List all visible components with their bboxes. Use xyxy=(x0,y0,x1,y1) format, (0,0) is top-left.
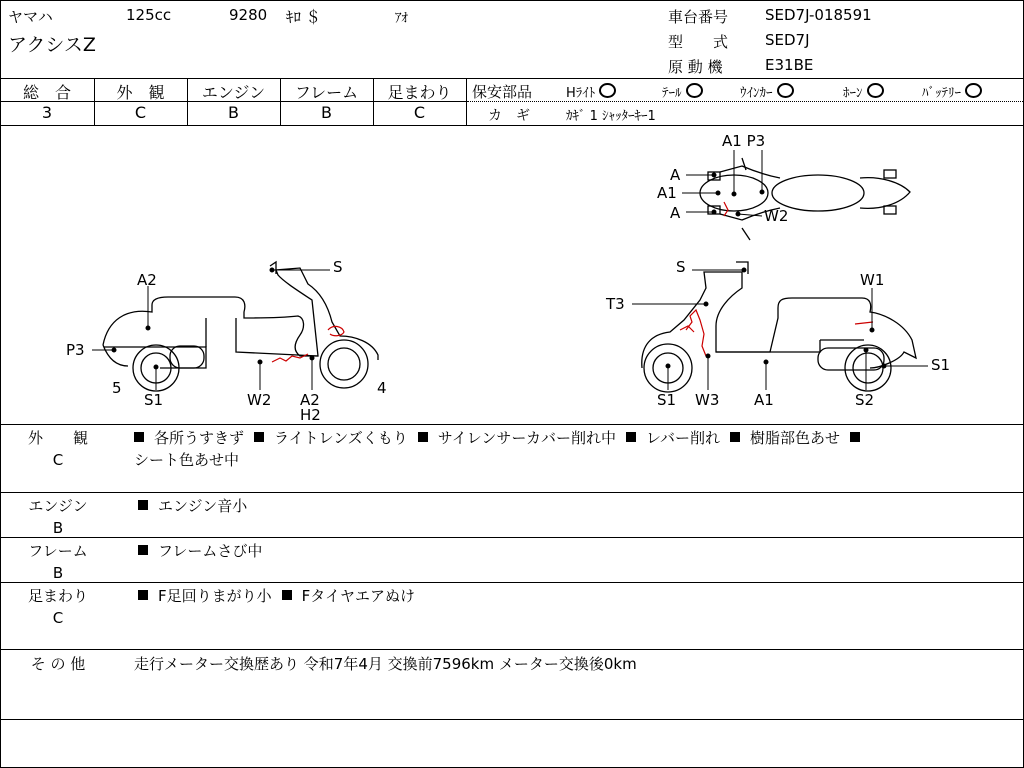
label-left-w2: W2 xyxy=(247,391,272,409)
bullet-square-icon xyxy=(282,590,292,600)
label-right-s2: S2 xyxy=(855,391,875,409)
safety-item-horn: ﾎｰﾝ xyxy=(843,82,884,101)
ok-circle-icon xyxy=(867,83,884,98)
label-left-p3: P3 xyxy=(66,341,85,359)
divider xyxy=(0,78,1023,79)
bullet-square-icon xyxy=(138,500,148,510)
type-label: 型 式 xyxy=(668,33,729,51)
label-right-s: S xyxy=(676,258,686,276)
safety-item-tail: ﾃｰﾙ xyxy=(662,82,703,101)
label-right-w1: W1 xyxy=(860,271,885,289)
mileage: 9280 xyxy=(229,6,268,24)
safety-item-winker: ｳｲﾝｶｰ xyxy=(740,82,794,101)
label-left-4: 4 xyxy=(377,379,387,397)
model-name: アクシスZ xyxy=(8,34,96,56)
ok-circle-icon xyxy=(777,83,794,98)
note-frame-text: フレームさび中 xyxy=(138,540,262,562)
grade-exterior: C xyxy=(134,103,147,122)
ok-circle-icon xyxy=(686,83,703,98)
divider xyxy=(0,537,1023,538)
type-value: SED7J xyxy=(765,31,810,49)
label-right-s1: S1 xyxy=(657,391,677,409)
bullet-square-icon xyxy=(138,545,148,555)
divider xyxy=(0,582,1023,583)
bullet-square-icon xyxy=(134,432,144,442)
divider xyxy=(0,492,1023,493)
note-frame-title: フレーム B xyxy=(28,542,88,582)
label-top-w2: W2 xyxy=(764,207,789,225)
displacement: 125cc xyxy=(126,6,172,24)
safety-item-battery: ﾊﾞｯﾃﾘｰ xyxy=(922,82,982,101)
divider xyxy=(0,424,1023,425)
label-right-s1-side: S1 xyxy=(931,356,951,374)
note-engine-text: エンジン音小 xyxy=(138,495,247,517)
grade-header-suspension: 足まわり xyxy=(387,83,452,102)
label-right-t3: T3 xyxy=(606,295,625,313)
safety-title: 保安部品 xyxy=(472,83,533,101)
note-other-title: そ の 他 xyxy=(30,655,86,673)
note-exterior-text: 各所うすきず ライトレンズくもり サイレンサーカバー削れ中 レバー削れ 樹脂部色あせ シート色あせ中 xyxy=(134,427,870,471)
scooter-diagram xyxy=(0,126,1024,424)
note-suspension-title: 足まわり C xyxy=(27,587,88,627)
divider xyxy=(468,101,1023,102)
note-exterior-title: 外 観 C xyxy=(27,429,88,469)
frame-number-label: 車台番号 xyxy=(668,8,729,26)
color: ｱｵ xyxy=(395,11,408,26)
bullet-square-icon xyxy=(138,590,148,600)
note-engine-title: エンジン B xyxy=(28,497,88,537)
grade-frame: B xyxy=(321,103,332,122)
note-suspension-text: F足回りまがり小 Fタイヤエアぬけ xyxy=(138,585,415,607)
label-left-a2-top: A2 xyxy=(137,271,157,289)
grade-total: 3 xyxy=(41,103,53,122)
engine-model-label: 原 動 機 xyxy=(668,58,723,76)
frame-number-value: SED7J-018591 xyxy=(765,6,872,24)
grade-suspension: C xyxy=(413,103,426,122)
label-left-a2-bottom: A2 xyxy=(300,391,320,409)
safety-item-headlight: Hﾗｲﾄ xyxy=(566,82,616,101)
note-other-text: 走行メーター交換歴あり 令和7年4月 交換前7596km メーター交換後0km xyxy=(134,655,637,673)
label-top-a1-p3: A1 P3 xyxy=(722,132,766,150)
bullet-square-icon xyxy=(254,432,264,442)
label-left-s1: S1 xyxy=(144,391,164,409)
grade-header-total: 総 合 xyxy=(22,83,71,102)
top-scooter-outline xyxy=(700,158,910,240)
key-label: カ ギ xyxy=(488,108,530,124)
divider xyxy=(466,78,467,125)
ok-circle-icon xyxy=(965,83,982,98)
label-right-a1: A1 xyxy=(754,391,774,409)
grade-engine: B xyxy=(228,103,239,122)
damage-marks xyxy=(272,202,873,362)
grade-header-engine: エンジン xyxy=(201,83,266,102)
divider xyxy=(0,719,1023,720)
label-left-s: S xyxy=(333,258,343,276)
bullet-square-icon xyxy=(418,432,428,442)
maker: ヤマハ xyxy=(8,8,53,26)
label-right-w3: W3 xyxy=(695,391,720,409)
label-left-h2: H2 xyxy=(300,406,321,424)
label-top-a: A xyxy=(670,166,681,184)
grade-header-exterior: 外 観 xyxy=(116,83,165,102)
bullet-square-icon xyxy=(730,432,740,442)
divider xyxy=(0,649,1023,650)
label-top-a-lower: A xyxy=(670,204,681,222)
bullet-square-icon xyxy=(850,432,860,442)
engine-model-value: E31BE xyxy=(765,56,814,74)
grade-header-frame: フレーム xyxy=(294,83,359,102)
ok-circle-icon xyxy=(599,83,616,98)
label-left-5: 5 xyxy=(112,379,122,397)
mileage-unit: ｷﾛ ＄ xyxy=(286,8,321,26)
bullet-square-icon xyxy=(626,432,636,442)
key-value: ｶｷﾞ 1 ｼｬｯﾀｰｷｰ1 xyxy=(566,109,656,124)
label-top-a1: A1 xyxy=(657,184,677,202)
